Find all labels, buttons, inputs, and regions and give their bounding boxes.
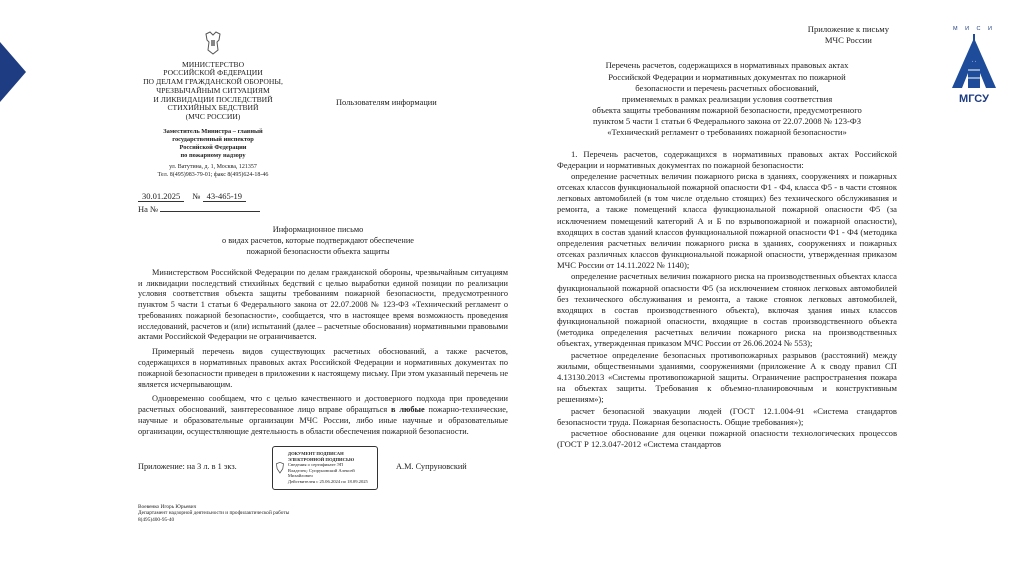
appendix-page	[557, 24, 897, 450]
letter-title: Информационное письмо о видах расчетов, которые подтверждают обеспечение пожарной безопасности объекта защиты	[222, 225, 414, 256]
logo-tower-icon	[946, 32, 1002, 90]
list-item: определение расчетных величин пожарного риска на производственных объектах класса функциональной пожарной опасности Ф5 (за исключением стоянок легковых автомобилей без технического обслуживания и ремонта, а также стоянок легковых автомобилей, входящих в состав производственного объекта), включая здания иных классов функциональной пожарной опасности, входящие в состав производственного объекта (методика определения расчетных величин пожарного риска на производственных объектах, утвержденная приказом МЧС России от 26.06.2024 № 553);	[557, 271, 897, 349]
list-item: определение расчетных величин пожарного риска в зданиях, сооружениях и пожарных отсеках классов функциональной пожарной опасности Ф1 - Ф4, класса Ф5 - в части стоянок легковых автомобилей (в том числе отдельно стоящих) без технического обслуживания и ремонта, а также помещений класса функциональной пожарной опасности Ф5 (за исключением помещений категорий А и Б по взрывопожарной и пожарной опасности), входящих в состав зданий классов функциональной пожарной опасности Ф1 - Ф4 (методика определения расчетных величин пожарного риска в зданиях, сооружениях и пожарных отсеках различных классов функциональной пожарной опасности, утвержденная приказом МЧС России от 14.11.2022 № 1140);	[557, 170, 897, 271]
list-item: 1. Перечень расчетов, содержащихся в нормативных правовых актах Российской Федерации и нормативных документах по пожарной безопасности:	[557, 148, 897, 170]
coat-of-arms-icon	[203, 30, 223, 56]
letter-body	[138, 268, 508, 438]
letter-date: 30.01.2025	[138, 191, 184, 202]
executor-footer: Воевенко Игорь Юрьевич Департамент надзорной деятельности и профилактической работы 8(495)400-95-40	[138, 503, 290, 523]
attachment-note: Приложение: на 3 л. в 1 экз.	[138, 462, 237, 472]
appendix-title: Перечень расчетов, содержащихся в нормативных правовых актах Российской Федерации и нормативных документах по пожарной безопасности и перечень расчетных обоснований, применяемых в рамках реализации условия соответствия объекта защиты требованиям пожарной безопасности, предусмотренного пунктом 5 части 1 статьи 6 Федерального закона от 22.07.2008 № 123-ФЗ «Технический регламент о требованиях пожарной безопасности»	[592, 60, 862, 138]
address: ул. Ватутина, д. 1, Москва, 121357 Тел. 8(495)983-79-01; факс 8(495)624-18-46	[157, 163, 269, 178]
list-item: расчетное обоснование для оценки пожарной опасности технологических процессов (ГОСТ Р 12.3.047-2012 «Система стандартов	[557, 427, 897, 450]
body-paragraph: Министерством Российской Федерации по делам гражданской обороны, чрезвычайным ситуациям и ликвидации последствий стихийных бедствий с целью выработки единой позиции по реализации условия соответствия объекта защиты требованиям пожарной безопасности, предусмотренного пунктом 5 части 1 статьи 6 Федерального закона от 22.07.2008 № 123-ФЗ «Технический регламент о требованиях пожарной безопасности», сообщается, что в настоящее время возможность проведения исследований, расчетов и (или) испытаний (далее – расчетные обоснования) нормативными правовыми актами Российской Федерации не ограничивается.	[138, 267, 508, 342]
body-paragraph: Одновременно сообщаем, что с целью качественного и достоверного подхода при проведении расчетных обоснований, заинтересованное лицо вправе обращаться в любые пожарно-технические, научные и образовательные организации МЧС России, либо иные научные и образовательные организации, осуществляющие деятельность в области обеспечения пожарной безопасности.	[138, 394, 508, 436]
signer-name: А.М. Супруновский	[396, 462, 467, 472]
recipient: Пользователям информации	[336, 98, 437, 107]
emblem-icon	[275, 459, 285, 477]
mgsu-logo	[946, 26, 1002, 108]
letterhead	[138, 30, 288, 179]
appendix-header: Приложение к письму МЧС России	[807, 24, 889, 46]
decorative-triangle	[0, 42, 26, 102]
appendix-list	[557, 149, 897, 451]
body-paragraph: Примерный перечень видов существующих расчетных обоснований, а также расчетов, содержащихся в нормативных правовых актах Российской Федерации и нормативных документах по пожарной безопасности приведен в приложении к настоящему письму. При этом указанный перечень не является исчерпывающим.	[138, 347, 509, 389]
signature-block	[138, 446, 508, 490]
list-item: расчет безопасной эвакуации людей (ГОСТ 12.1.004-91 «Система стандартов безопасности труда. Пожарная безопасность. Общие требования»);	[557, 405, 897, 427]
official-title: Заместитель Министра – главный государственный инспектор Российской Федерации по пожарному надзору	[163, 127, 263, 159]
information-letter	[138, 30, 508, 523]
logo-top-letters: М И С И	[952, 26, 996, 32]
list-item: расчетное определение безопасных противопожарных разрывов (расстояний) между жилыми, общественными зданиями, сооружениями (приложение А к своду правил СП 4.13130.2013 «Системы противопожарной защиты. Ограничение распространения пожара на объектах защиты. Требования к объемно-планировочным и конструктивным решениям»);	[557, 349, 897, 405]
registration-line: 30.01.2025 № 43-465-19	[138, 191, 508, 202]
reference-line: На №	[138, 204, 508, 215]
electronic-signature-stamp: ДОКУМЕНТ ПОДПИСАН ЭЛЕКТРОННОЙ ПОДПИСЬЮ Сведения о сертификате ЭП Владелец: Супруновский Алексей Михайлович Действителен с 25.06.2024 по 18.09.2025	[272, 446, 378, 490]
letter-number: 43-465-19	[203, 191, 246, 202]
ministry-name: МИНИСТЕРСТВО РОССИЙСКОЙ ФЕДЕРАЦИИ ПО ДЕЛАМ ГРАЖДАНСКОЙ ОБОРОНЫ, ЧРЕЗВЫЧАЙНЫМ СИТУАЦИЯМ И ЛИКВИДАЦИИ ПОСЛЕДСТВИЙ СТИХИЙНЫХ БЕДСТВИЙ (МЧС РОССИИ)	[143, 59, 283, 122]
logo-name: МГСУ	[959, 93, 989, 105]
